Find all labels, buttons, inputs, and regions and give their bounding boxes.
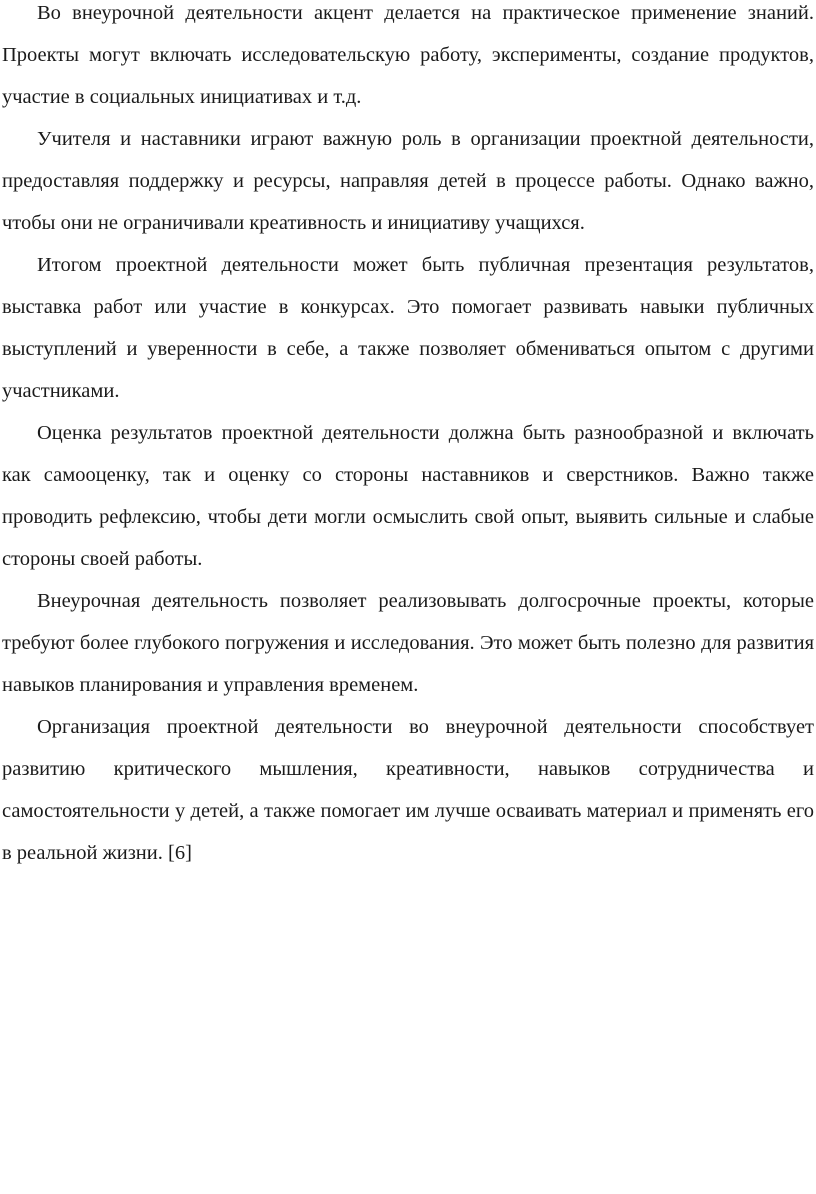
document-body [2, 0, 814, 874]
paragraph-2: Учителя и наставники играют важную роль в организации проектной деятельности, предоставляя поддержку и ресурсы, направляя детей в процессе работы. Однако важно, чтобы они не ограничивали креативность и инициативу учащихся. [2, 128, 814, 234]
paragraph-3: Итогом проектной деятельности может быть публичная презентация результатов, выставка работ или участие в конкурсах. Это помогает развивать навыки публичных выступлений и уверенности в себе, а также позволяет обмениваться опытом с другими участниками. [2, 254, 814, 402]
paragraph-4: Оценка результатов проектной деятельности должна быть разнообразной и включать как самооценку, так и оценку со стороны наставников и сверстников. Важно также проводить рефлексию, чтобы дети могли осмыслить свой опыт, выявить сильные и слабые стороны своей работы. [2, 422, 814, 570]
paragraph-1: Во внеурочной деятельности акцент делается на практическое применение знаний. Проекты могут включать исследовательскую работу, эксперименты, создание продуктов, участие в социальных инициативах и т.д. [2, 2, 814, 108]
paragraph-5: Внеурочная деятельность позволяет реализовывать долгосрочные проекты, которые требуют более глубокого погружения и исследования. Это может быть полезно для развития навыков планирования и управления временем. [2, 590, 814, 696]
paragraph-6: Организация проектной деятельности во внеурочной деятельности способствует развитию критического мышления, креативности, навыков сотрудничества и самостоятельности у детей, а также помогает им лучше осваивать материал и применять его в реальной жизни. [6] [2, 716, 814, 864]
